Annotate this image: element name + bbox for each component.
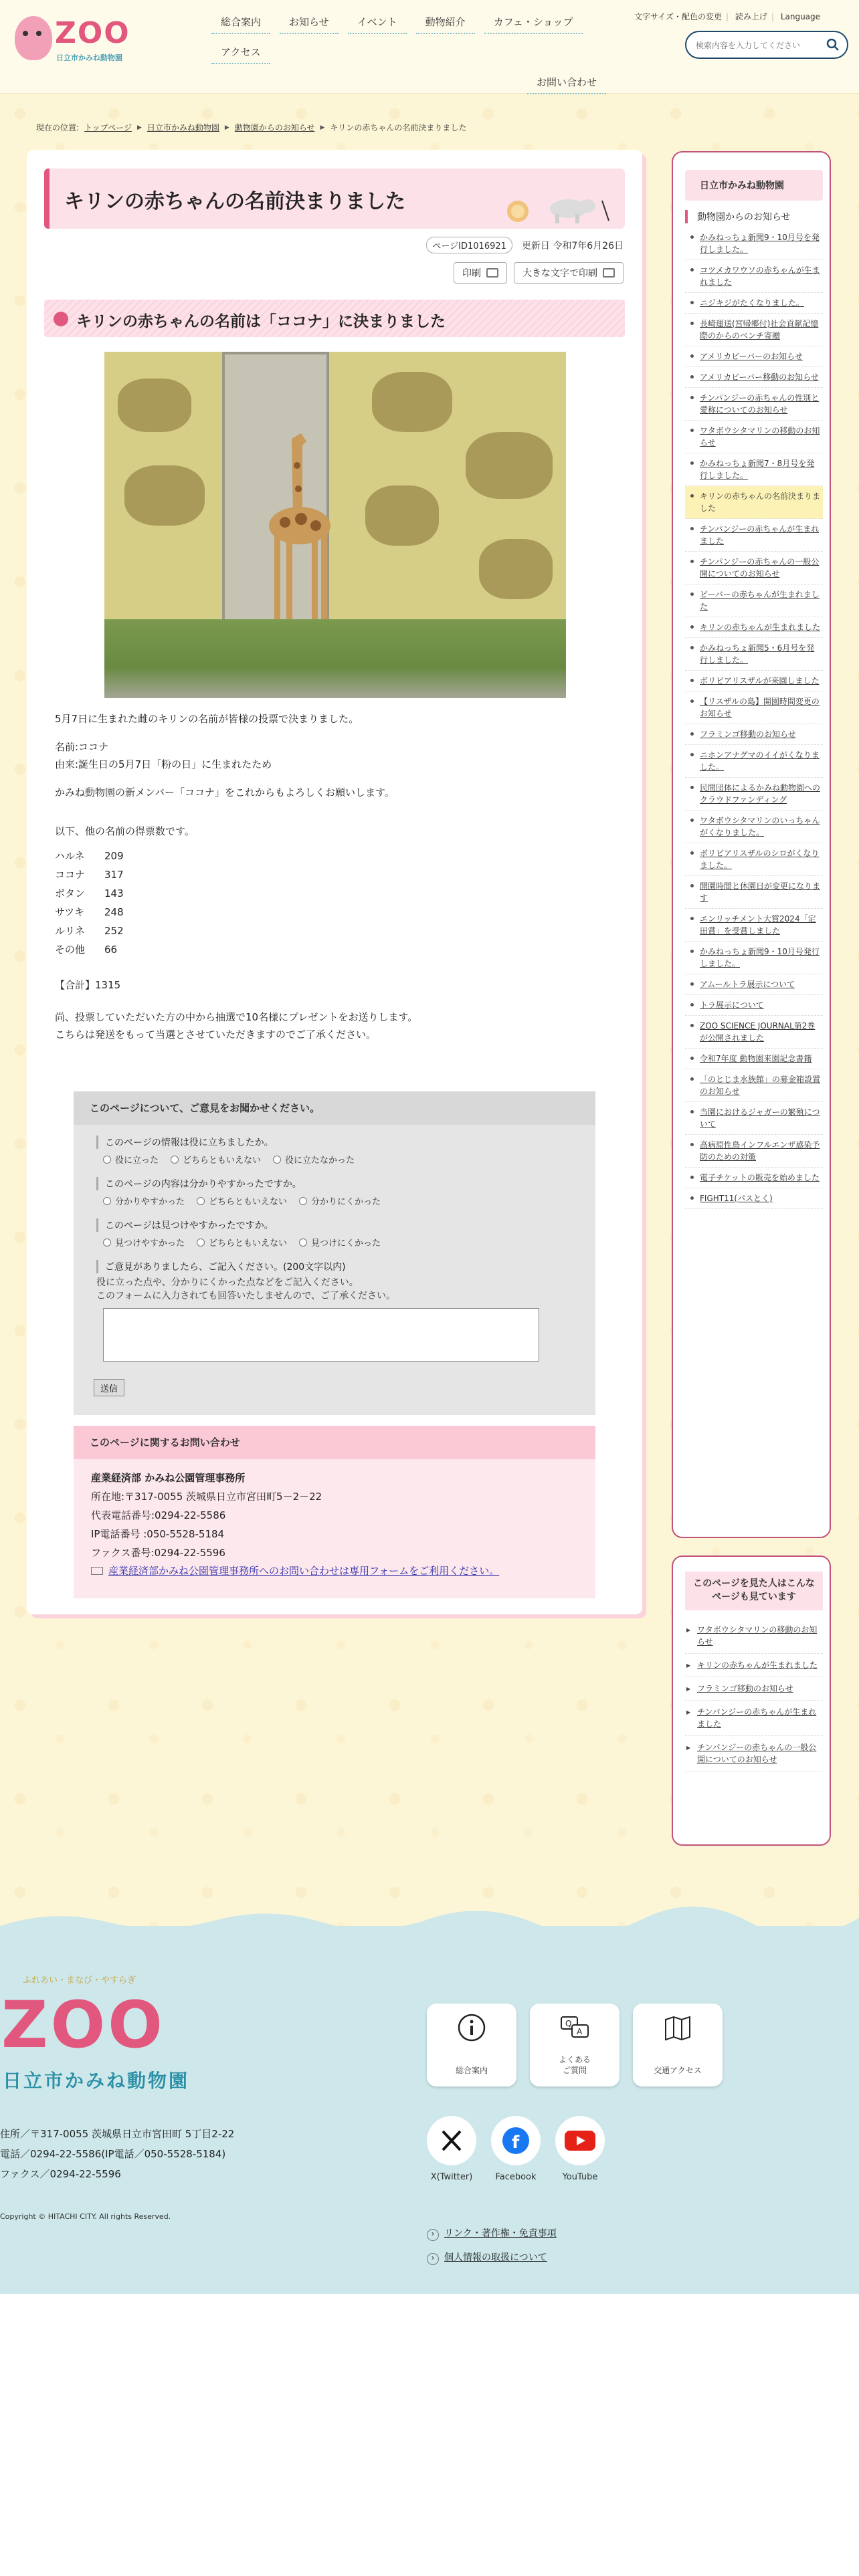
radio-useful[interactable]: 役に立った xyxy=(103,1153,159,1166)
contact-mail-row xyxy=(91,1564,499,1578)
vote-row: サツキ 248 xyxy=(55,906,124,918)
giraffe-photo xyxy=(104,352,566,698)
nav-guide[interactable]: 総合案内 xyxy=(211,13,270,34)
paragraph-present: 尚、投票していただいた方の中から抽選で10名様にプレゼントをお送りします。 xyxy=(55,1011,418,1023)
popular-item-link[interactable]: ワタボウシタマリンの移動のお知らせ xyxy=(697,1625,818,1646)
question-comment: ご意見がありましたら、ご記入ください。(200文字以内) xyxy=(96,1260,346,1273)
footer-buttons xyxy=(427,2004,723,2086)
sidebar-item[interactable] xyxy=(685,691,823,724)
comment-note-2: このフォームに入力されても回答いたしませんので、ご了承ください。 xyxy=(96,1291,396,1301)
page-title-box xyxy=(44,169,625,229)
radio-neutral[interactable]: どちらともいえない xyxy=(197,1194,287,1207)
footer-guide-button[interactable]: 総合案内 xyxy=(427,2004,516,2086)
sidebar-item-link[interactable]: 当園におけるジャガーの繁殖について xyxy=(700,1107,820,1129)
sidebar-item[interactable] xyxy=(685,778,823,811)
vote-row: ハルネ 209 xyxy=(55,850,124,862)
paragraph-intro: 5月7日に生まれた雌のキリンの名前が皆様の投票で決まりました。 xyxy=(55,713,359,725)
vote-results xyxy=(55,847,124,959)
sidebar-item-link[interactable]: 開園時間と休園日が変更になります xyxy=(700,881,821,903)
popular-item[interactable] xyxy=(685,1618,823,1654)
sidebar-item-link[interactable]: ビーバーの赤ちゃんが生まれました xyxy=(700,590,820,611)
sidebar-item[interactable] xyxy=(685,909,823,942)
footer-tel-line: 電話／0294-22-5586(IP電話／050-5528-5184) xyxy=(0,2148,226,2160)
utility-links: 文字サイズ・配色の変更 | 読み上げ | Language xyxy=(634,12,821,21)
sidebar-item-link[interactable]: エンリッチメント大賞2024「定田賞」を受賞しました xyxy=(700,914,816,936)
sidebar-item-link[interactable]: 電子チケットの販売を始めました xyxy=(700,1173,820,1182)
info-icon xyxy=(457,2013,486,2042)
sidebar-item[interactable] xyxy=(685,745,823,778)
sidebar-item[interactable] xyxy=(685,421,823,453)
sidebar-item[interactable] xyxy=(685,388,823,421)
popular-item-link[interactable]: チンパンジーの赤ちゃんが生まれました xyxy=(697,1707,817,1729)
contact-body xyxy=(91,1469,322,1562)
radio-unclear[interactable]: 分かりにくかった xyxy=(299,1194,381,1207)
sidebar-item[interactable] xyxy=(685,584,823,617)
updated-date: 更新日 令和7年6月26日 xyxy=(521,240,624,251)
sidebar-item-link[interactable]: ボリビアリスザルが来園しました xyxy=(700,676,820,685)
footer-logo[interactable] xyxy=(0,1973,227,2093)
sidebar-item-link[interactable]: フラミンゴ移動のお知らせ xyxy=(700,730,796,739)
radio-neutral[interactable]: どちらともいえない xyxy=(171,1153,261,1166)
subtitle-box xyxy=(44,300,625,337)
contact-dept: 産業経済部 かみね公園管理事務所 xyxy=(91,1472,246,1484)
footer-faq-button[interactable]: Q A よくある ご質問 xyxy=(530,2004,619,2086)
question-findability: このページは見つけやすかったですか。 xyxy=(96,1218,274,1232)
radio-easy-find[interactable]: 見つけやすかった xyxy=(103,1236,185,1249)
sidebar-item-link[interactable]: アムールトラ展示について xyxy=(700,980,795,989)
search-icon[interactable] xyxy=(826,37,840,52)
feedback-heading: このページについて、ご意見をお聞かせください。 xyxy=(74,1091,595,1125)
sidebar-item-link[interactable]: コツメカワウソの赤ちゃんが生まれました xyxy=(700,265,820,287)
footer-logo-subtitle: 日立市かみね動物園 xyxy=(3,2070,190,2092)
options-clarity xyxy=(103,1194,381,1207)
page-title: キリンの赤ちゃんの名前決まりました xyxy=(64,190,405,213)
sidebar-item[interactable] xyxy=(685,367,823,388)
facebook-icon xyxy=(501,2126,531,2155)
article-subtitle: キリンの赤ちゃんの名前は「ココナ」に決まりました xyxy=(76,313,446,330)
sidebar-item-link[interactable]: かみねっちょ新聞9・10月号発行しました。 xyxy=(700,947,820,968)
sidebar-item[interactable] xyxy=(685,519,823,552)
popular-item-link[interactable]: チンパンジーの赤ちゃんの一般公開についてのお知らせ xyxy=(697,1743,817,1764)
sidebar-item-link[interactable]: 長崎運送(宮帰郷付)社会貢献記憶際のからのベンチ寄贈 xyxy=(700,319,819,340)
page-id: ページID1016921 xyxy=(426,237,512,253)
feedback-form xyxy=(74,1091,595,1415)
popular-pages xyxy=(672,1555,831,1846)
bullet-dot-icon xyxy=(54,312,68,326)
sidebar-item[interactable] xyxy=(685,293,823,314)
main-content xyxy=(27,150,642,1614)
sidebar-list xyxy=(685,227,823,1209)
sidebar-item-link[interactable]: ニホンアナグマのイイがくなりました。 xyxy=(700,750,820,772)
youtube-icon xyxy=(565,2129,595,2152)
sidebar-item-link[interactable]: アメリカビーバー移動のお知らせ xyxy=(700,372,819,382)
map-icon xyxy=(663,2013,692,2042)
sidebar-item[interactable] xyxy=(685,1016,823,1049)
question-useful: このページの情報は役に立ちましたか。 xyxy=(96,1136,274,1149)
comment-note-1: 役に立った点や、分かりにくかった点などをご記入ください。 xyxy=(96,1277,359,1288)
footer-links xyxy=(427,2222,557,2270)
sidebar-item-link[interactable]: キリンの赤ちゃんが生まれました xyxy=(700,623,821,632)
options-useful xyxy=(103,1153,355,1166)
print-label: 印刷 xyxy=(462,268,481,279)
sidebar-item[interactable] xyxy=(685,1168,823,1188)
sidebar-title[interactable]: 日立市かみね動物園 xyxy=(685,170,823,201)
radio-neutral[interactable]: どちらともいえない xyxy=(197,1236,287,1249)
envelope-icon xyxy=(91,1567,103,1575)
origin-line: 由来:誕生日の5月7日「粉の日」に生まれたため xyxy=(55,758,272,770)
sidebar-item[interactable] xyxy=(685,486,823,519)
animals-illustration-icon xyxy=(502,194,615,225)
radio-hard-find[interactable]: 見つけにくかった xyxy=(299,1236,381,1249)
sidebar-item[interactable] xyxy=(685,724,823,745)
popular-item-link[interactable]: フラミンゴ移動のお知らせ xyxy=(697,1684,793,1693)
nav-news[interactable]: お知らせ xyxy=(280,13,339,34)
sidebar-item-link[interactable]: ワタボウシタマリンの移動のお知らせ xyxy=(700,426,820,447)
sidebar-item[interactable] xyxy=(685,942,823,974)
print-tools xyxy=(454,262,624,284)
paragraph-welcome: かみね動物園の新メンバー「ココナ」をこれからもよろしくお願いします。 xyxy=(55,786,395,798)
svg-text:Q: Q xyxy=(565,2019,572,2028)
sidebar-item-link[interactable]: チンパンジーの赤ちゃんが生まれました xyxy=(700,524,820,546)
sidebar-subtitle[interactable]: 動物園からのお知らせ xyxy=(685,210,823,223)
link-privacy[interactable]: 個人情報の取扱について xyxy=(444,2252,547,2263)
breadcrumb: 現在の位置: トップページ ▶ 日立市かみね動物園 ▶ 動物園からのお知らせ ▶ キリンの赤ちゃんの名前決まりました xyxy=(36,123,467,132)
logo-text: ZOO xyxy=(55,16,130,50)
x-twitter-icon xyxy=(439,2128,464,2153)
contact-ip-tel: IP電話番号 :050-5528-5184 xyxy=(91,1528,225,1540)
sidebar-item-link[interactable]: FIGHT11(パスとく) xyxy=(700,1194,773,1203)
sidebar-item-link[interactable]: 民間団体によるかみね動物園へのクラウドファンディング xyxy=(700,783,821,804)
breadcrumb-top[interactable]: トップページ xyxy=(84,123,132,132)
comment-textarea[interactable] xyxy=(103,1308,539,1362)
footer-logo-text: ZOO xyxy=(1,1988,165,2062)
popular-item[interactable] xyxy=(685,1654,823,1677)
large-print-button[interactable] xyxy=(514,262,624,284)
sidebar-item[interactable] xyxy=(685,314,823,346)
popular-item[interactable] xyxy=(685,1677,823,1701)
footer-address xyxy=(0,2124,234,2184)
sidebar-item-link[interactable]: かみねっちょ新聞5・6月号を発行しました。 xyxy=(700,643,815,665)
contact-form-link[interactable]: 産業経済部かみね公園管理事務所へのお問い合わせは専用フォームをご利用ください。 xyxy=(108,1565,500,1577)
faq-icon xyxy=(560,2013,589,2042)
sidebar-item-link[interactable]: かみねっちょ新聞9・10月号を発行しました。 xyxy=(700,233,820,254)
paragraph-votes-intro: 以下、他の名前の得票数です。 xyxy=(55,825,195,837)
breadcrumb-zoo[interactable]: 日立市かみね動物園 xyxy=(147,123,219,132)
sidebar-item[interactable] xyxy=(685,995,823,1016)
sidebar-item-link[interactable]: アメリカビーバーのお知らせ xyxy=(700,352,803,361)
contact-tel: 代表電話番号:0294-22-5586 xyxy=(91,1509,226,1521)
vote-total: 【合計】1315 xyxy=(55,979,121,991)
sidebar-item-link[interactable]: 令和7年度 動物園来園記念書籍 xyxy=(700,1054,812,1063)
site-logo[interactable] xyxy=(15,12,135,66)
sidebar-item[interactable] xyxy=(685,638,823,671)
nav-animals[interactable]: 動物紹介 xyxy=(416,13,475,34)
large-print-label: 大きな文字で印刷 xyxy=(522,268,597,279)
sidebar-item-link[interactable]: 高病原性鳥インフルエンザ感染予防のための対策 xyxy=(700,1140,820,1162)
sidebar-item-link[interactable]: ZOO SCIENCE JOURNAL第2巻が公開されました xyxy=(700,1021,816,1043)
popular-item[interactable] xyxy=(685,1701,823,1736)
fox-mascot-icon xyxy=(15,16,52,60)
page-meta xyxy=(426,237,624,253)
sns-x[interactable]: X(Twitter) xyxy=(427,2116,476,2182)
vote-row: ルリネ 252 xyxy=(55,925,124,937)
social-links xyxy=(427,2116,605,2182)
sidebar-item-link[interactable]: 「のとじま水族館」の募金箱設置のお知らせ xyxy=(700,1075,821,1096)
nav-contact[interactable]: お問い合わせ xyxy=(527,74,606,94)
footer-fax-line: ファクス／0294-22-5596 xyxy=(0,2168,121,2180)
nav-access[interactable]: アクセス xyxy=(211,43,270,64)
contact-address: 所在地:〒317-0055 茨城県日立市宮田町5－2－22 xyxy=(91,1491,322,1503)
question-clarity: このページの内容は分かりやすかったですか。 xyxy=(96,1177,302,1190)
sidebar-item-link[interactable]: ニジキジがたくなりました。 xyxy=(700,298,804,308)
global-nav xyxy=(211,13,602,104)
sidebar-item-link[interactable]: ワタボウシタマリンのいっちゃんがくなりました。 xyxy=(700,816,820,837)
sidebar-item[interactable] xyxy=(685,552,823,584)
sns-youtube[interactable]: YouTube xyxy=(555,2116,605,2182)
footer-access-button[interactable]: 交通アクセス xyxy=(633,2004,723,2086)
sns-facebook[interactable]: f Facebook xyxy=(491,2116,541,2182)
sidebar-nav xyxy=(672,151,831,1538)
sidebar-item[interactable] xyxy=(685,260,823,293)
sidebar-item[interactable] xyxy=(685,1188,823,1209)
options-findability xyxy=(103,1236,381,1249)
search-input[interactable] xyxy=(696,38,823,53)
logo-subtitle: 日立市かみね動物園 xyxy=(56,53,122,62)
sidebar-item[interactable] xyxy=(685,876,823,909)
search-box xyxy=(685,31,848,59)
sidebar-item[interactable] xyxy=(685,811,823,843)
sidebar-item[interactable] xyxy=(685,1135,823,1168)
printer-icon xyxy=(603,268,615,278)
link-legal[interactable]: リンク・著作権・免責事項 xyxy=(444,2228,557,2239)
contact-heading: このページに関するお問い合わせ xyxy=(74,1426,595,1459)
sidebar-item-link[interactable]: チンパンジーの赤ちゃんの性別と愛称についてのお知らせ xyxy=(700,393,820,415)
sidebar-item-link[interactable]: トラ展示について xyxy=(700,1000,764,1010)
font-color-settings-link[interactable]: 文字サイズ・配色の変更 xyxy=(634,12,723,21)
sidebar-item[interactable] xyxy=(685,227,823,260)
sidebar-item[interactable] xyxy=(685,1102,823,1135)
sidebar-item-link[interactable]: キリンの赤ちゃんの名前決まりました xyxy=(700,492,821,513)
vote-row: その他 66 xyxy=(55,944,118,956)
send-button[interactable]: 送信 xyxy=(94,1379,124,1396)
sidebar-item[interactable] xyxy=(685,974,823,995)
radio-not-useful[interactable]: 役に立たなかった xyxy=(273,1153,355,1166)
paragraph-notice: こちらは発送をもって当選とさせていただきますのでご了承ください。 xyxy=(55,1029,377,1041)
giraffe-figure xyxy=(252,425,345,626)
contact-box xyxy=(74,1426,595,1598)
popular-list xyxy=(685,1618,823,1772)
sidebar-item[interactable] xyxy=(685,671,823,691)
vote-row: ココナ 317 xyxy=(55,869,124,881)
sidebar-item[interactable] xyxy=(685,617,823,638)
popular-title: このページを見た人はこんなページも見ています xyxy=(685,1572,823,1610)
nav-events[interactable]: イベント xyxy=(348,13,407,34)
nav-cafe-shop[interactable]: カフェ・ショップ xyxy=(484,13,583,34)
footer-addr-line: 住所／〒317-0055 茨城県日立市宮田町 5丁目2-22 xyxy=(0,2128,235,2140)
copyright: Copyright © HITACHI CITY. All rights Reserved. xyxy=(0,2212,171,2221)
language-link[interactable]: Language xyxy=(780,12,821,21)
popular-item[interactable] xyxy=(685,1736,823,1772)
site-header xyxy=(0,0,859,94)
svg-text:A: A xyxy=(577,2027,583,2036)
popular-item-link[interactable]: キリンの赤ちゃんが生まれました xyxy=(697,1660,818,1670)
sidebar-item-link[interactable]: 【リスザルの島】開園時間変更のお知らせ xyxy=(700,697,820,718)
printer-icon xyxy=(486,268,498,278)
contact-fax: ファクス番号:0294-22-5596 xyxy=(91,1547,225,1559)
breadcrumb-news[interactable]: 動物園からのお知らせ xyxy=(234,123,315,132)
sidebar-item-link[interactable]: かみねっちょ新聞7・8月号を発行しました。 xyxy=(700,459,815,480)
sidebar-item[interactable] xyxy=(685,843,823,876)
breadcrumb-current: キリンの赤ちゃんの名前決まりました xyxy=(330,123,467,132)
radio-clear[interactable]: 分かりやすかった xyxy=(103,1194,185,1207)
breadcrumb-prefix: 現在の位置: xyxy=(36,123,80,132)
sidebar-item-link[interactable]: チンパンジーの赤ちゃんの一般公開についてのお知らせ xyxy=(700,557,820,578)
name-line: 名前:ココナ xyxy=(55,741,109,753)
sidebar-item[interactable] xyxy=(685,346,823,367)
sidebar-item[interactable] xyxy=(685,1049,823,1069)
print-button[interactable] xyxy=(454,262,507,284)
sidebar-item-link[interactable]: ボリビアリスザルのシロがくなりました。 xyxy=(700,849,820,870)
sidebar-item[interactable] xyxy=(685,1069,823,1102)
svg-text:f: f xyxy=(512,2133,520,2153)
footer-tagline: ふれあい・まなび・やすらぎ xyxy=(23,1975,136,1985)
read-aloud-link[interactable]: 読み上げ xyxy=(735,12,767,21)
sidebar-item[interactable] xyxy=(685,453,823,486)
vote-row: ボタン 143 xyxy=(55,887,124,899)
